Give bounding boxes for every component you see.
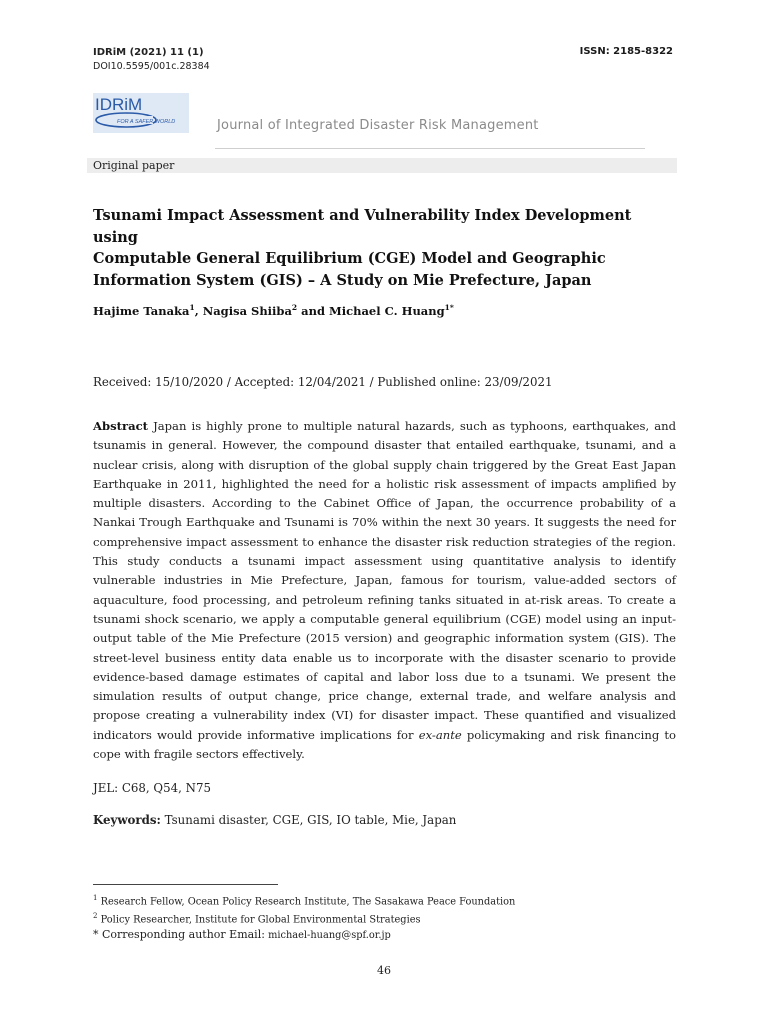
footnote-mark: 2 [93,912,98,921]
jel-codes: JEL: C68, Q54, N75 [93,781,211,795]
footnote-divider [93,884,278,885]
author-separator: and [297,303,330,318]
journal-name: Journal of Integrated Disaster Risk Management [217,118,539,133]
footnotes [93,891,515,943]
publication-dates: Received: 15/10/2020 / Accepted: 12/04/2021 / Published online: 23/09/2021 [93,375,553,389]
footnote-text: Policy Researcher, Institute for Global Environmental Strategies [100,914,421,926]
title-line: Information System (GIS) – A Study on Mie Prefecture, Japan [93,271,592,289]
paper-type: Original paper [93,159,175,172]
author-separator: , [194,303,203,318]
author-name: Michael C. Huang [329,303,445,318]
title-line: Computable General Equilibrium (CGE) Model and Geographic [93,250,606,267]
footnote-mark: 1 [93,894,98,902]
corresponding-author [93,928,515,943]
author-affiliation-mark: 2 [291,303,298,312]
logo-text: IDRiM [95,95,143,114]
header-divider [215,148,645,149]
abstract-label: Abstract [93,419,149,433]
keywords-label: Keywords: [93,813,161,827]
abstract-text: Japan is highly prone to multiple natural hazards, such as typhoons, earthquakes, and tsunamis in general. However, the compound disaster that entailed earthquake, tsunami, and a nuclear crisis, along with disruption of the global supply chain triggered by the Great East Japan Earthquake in 2011, highlighted the need for a holistic risk assessment of impacts amplified by multiple disasters. According to the Cabinet Office of Japan, the occurrence probability of a Nankai Trough Earthquake and Tsunami is 70% within the next 30 years. It suggests the need for comprehensive impact assessment to enhance the disaster risk reduction strategies of the region. This study conducts a tsunami impact assessment using quantitative analysis to identify vulnerable industries in Mie Prefecture, Japan, famous for tourism, value-added sectors of aquaculture, food processing, and petroleum refining tanks situated in at-risk areas. To create a tsunami shock scenario, we apply a computable general equilibrium (CGE) model using an input-output table of the Mie Prefecture (2015 version) and geographic information system (GIS). The street-level business entity data enable us to incorporate with the disaster scenario to provide evidence-based damage estimates of capital and labor loss due to a tsunami. We present the simulation results of output change, price change, external trade, and welfare analysis and propose creating a vulnerability index (VI) for disaster impact. These quantified and visualized indicators would provide informative implications for [93,419,676,742]
paper-type-band [87,158,677,173]
author-name: Hajime Tanaka [93,303,190,318]
issn: ISSN: 2185-8322 [579,46,673,57]
paper-title [93,205,678,291]
abstract [93,417,676,764]
corresponding-label: * Corresponding author Email: [93,927,265,941]
author-affiliation-mark: 1 [189,303,195,312]
keywords [93,813,456,827]
logo-tagline: FOR A SAFER WORLD [117,119,176,125]
keywords-value: Tsunami disaster, CGE, GIS, IO table, Mie, Japan [164,813,457,827]
doi: DOI10.5595/001c.28384 [93,61,210,72]
author-list [93,303,454,318]
title-line: Tsunami Impact Assessment and Vulnerability Index Development using [93,207,632,246]
abstract-text-end: policymaking and risk financing to cope with fragile sectors effectively. [93,727,677,762]
footnote [93,891,515,909]
corresponding-email[interactable]: michael-huang@spf.or.jp [268,929,391,941]
author-affiliation-mark: 1* [444,303,454,312]
journal-citation: IDRiM (2021) 11 (1) [93,47,204,58]
footnote [93,909,515,927]
journal-citation-block [93,46,210,74]
page-number: 46 [377,964,391,977]
abstract-italic-term: ex-ante [418,727,462,742]
idrim-logo [93,93,189,133]
footnote-text: Research Fellow, Ocean Policy Research Institute, The Sasakawa Peace Foundation [100,896,516,908]
author-name: Nagisa Shiiba [202,303,292,318]
